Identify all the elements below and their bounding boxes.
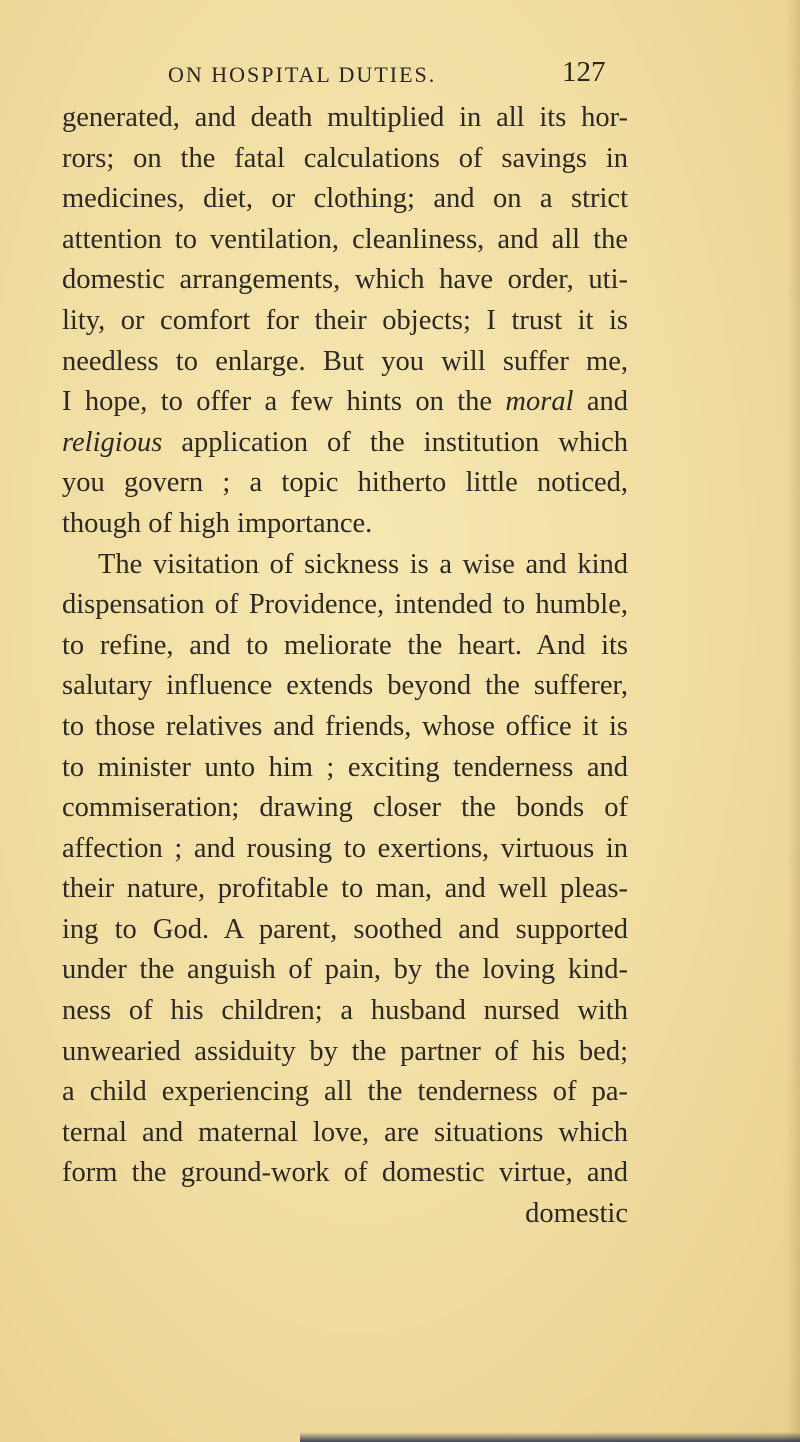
text-run: application of the institution which xyxy=(162,426,628,458)
text-line xyxy=(62,423,628,464)
text-line: domestic arrangements, which have order, uti- xyxy=(62,264,628,296)
text-line: medicines, diet, or clothing; and on a strict xyxy=(62,183,628,215)
text-run: I hope, to offer a few hints on the xyxy=(62,386,506,418)
text-line: though of high importance. xyxy=(62,507,373,539)
page-edge-shadow xyxy=(786,0,800,1442)
text-line xyxy=(62,382,628,423)
text-line: dispensation of Providence, intended to humble, xyxy=(62,589,628,621)
text-line: form the ground-work of domestic virtue, and xyxy=(62,1157,628,1189)
text-line: The visitation of sickness is a wise and kind xyxy=(98,548,628,580)
running-title: ON HOSPITAL DUTIES. xyxy=(168,62,437,87)
italic-word-religious: religious xyxy=(62,426,163,458)
text-line: ternal and maternal love, are situations which xyxy=(62,1116,628,1148)
text-line: unwearied assiduity by the partner of his bed; xyxy=(62,1035,628,1067)
text-line: lity, or comfort for their objects; I trust it is xyxy=(62,304,628,336)
running-head xyxy=(0,56,800,96)
page-number: 127 xyxy=(562,56,606,88)
catchword: domestic xyxy=(525,1198,628,1230)
text-line: rors; on the fatal calculations of savings in xyxy=(62,142,628,174)
text-line: affection ; and rousing to exertions, virtuous in xyxy=(62,832,628,864)
text-line: ing to God. A parent, soothed and supported xyxy=(62,913,628,945)
text-line: you govern ; a topic hitherto little noticed, xyxy=(62,467,628,499)
text-line: salutary influence extends beyond the sufferer, xyxy=(62,670,628,702)
text-line: generated, and death multiplied in all its hor- xyxy=(62,102,628,133)
bottom-edge-stain xyxy=(300,1432,800,1442)
italic-word-moral: moral xyxy=(505,386,574,418)
text-line: a child experiencing all the tenderness of pa- xyxy=(62,1076,628,1108)
text-run: and xyxy=(573,386,628,418)
text-line: to minister unto him ; exciting tenderness and xyxy=(62,751,628,783)
text-line: ness of his children; a husband nursed with xyxy=(62,995,628,1027)
text-line: under the anguish of pain, by the loving kind- xyxy=(62,954,628,986)
text-line: their nature, profitable to man, and well pleas- xyxy=(62,873,628,905)
body-text xyxy=(62,98,628,1235)
text-line: to those relatives and friends, whose office it is xyxy=(62,710,628,742)
text-line: needless to enlarge. But you will suffer me, xyxy=(62,345,628,377)
text-line: commiseration; drawing closer the bonds of xyxy=(62,792,628,824)
text-line: attention to ventilation, cleanliness, and all the xyxy=(62,223,628,255)
text-line: to refine, and to meliorate the heart. And its xyxy=(62,629,628,661)
